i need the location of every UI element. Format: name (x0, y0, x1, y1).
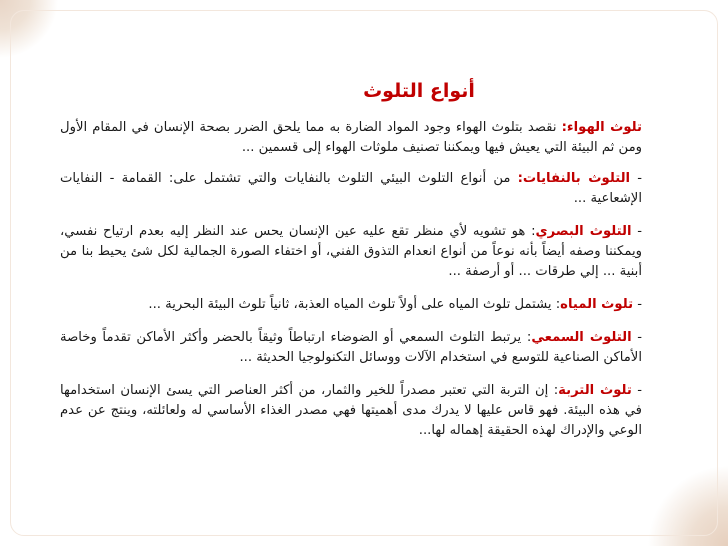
slide-title-row (0, 80, 728, 102)
paragraph-prefix: - (631, 383, 642, 398)
paragraph-prefix: - (630, 171, 643, 186)
paragraph-prefix: - (633, 297, 642, 312)
paragraph-term: التلوث السمعي (531, 330, 632, 345)
slide-title: أنواع التلوث (363, 80, 475, 102)
paragraph-text: : يشتمل تلوث المياه على أولاً تلوث المياه العذبة، ثانياً تلوث البيئة البحرية ... (148, 297, 561, 312)
paragraph-term: تلوث التربة (558, 383, 632, 398)
corner-ornament-bottom-right (638, 456, 728, 546)
paragraph-prefix: - (631, 330, 643, 345)
paragraph-soil-pollution (60, 381, 642, 441)
paragraph-waste-pollution (60, 169, 642, 209)
paragraph-term: تلوث المياه (560, 297, 634, 312)
paragraph-term: تلوث الهواء: (561, 120, 642, 135)
slide-body (60, 118, 642, 454)
paragraph-text: : هو تشويه لأي منظر تقع عليه عين الإنسان يحس عند النظر إليه بعدم ارتياح نفسي، ويمكننا وصفه أيضاً بأنه نوعاً من أنواع انعدام التذوق الفني، أو اختفاء الصورة الجمالية لكل شئ يحيط بنا من أبنية ... إلي طرقات ... أو أرصفة ... (60, 224, 642, 279)
paragraph-prefix: - (631, 224, 642, 239)
paragraph-air-pollution (60, 118, 642, 158)
paragraph-term: التلوث بالنفايات: (517, 171, 631, 186)
paragraph-text: نقصد بتلوث الهواء وجود المواد الضارة به مما يلحق الضرر بصحة الإنسان في المقام الأول ومن ثم البيئة التي يعيش فيها ويمكننا تصنيف ملوثات الهواء إلى قسمين ... (60, 120, 642, 155)
paragraph-visual-pollution (60, 222, 642, 282)
paragraph-text: : يرتبط التلوث السمعي أو الضوضاء ارتباطاً وثيقاً بالحضر وأكثر الأماكن تقدماً وخاصة الأماكن الصناعية للتوسع في استخدام الآلات ووسائل التكنولوجيا الحديثة ... (60, 330, 642, 365)
paragraph-text: من أنواع التلوث البيئي التلوث بالنفايات والتي تشتمل على: القمامة - النفايات الإشعاعية ... (60, 171, 642, 206)
paragraph-water-pollution (60, 295, 642, 315)
corner-ornament-top-left (0, 0, 60, 60)
paragraph-text: : إن التربة التي تعتبر مصدراً للخير والثمار، من أكثر العناصر التي يسئ الإنسان استخدامها في هذه البيئة. فهو قاس عليها لا يدرك مدى أهميتها فهي مصدر الغذاء الأساسي له ولعائلته، وينتج عن عدم الوعي والإدراك لهذه الحقيقة إهماله لها... (60, 383, 642, 438)
paragraph-noise-pollution (60, 328, 642, 368)
paragraph-term: التلوث البصري (535, 224, 632, 239)
